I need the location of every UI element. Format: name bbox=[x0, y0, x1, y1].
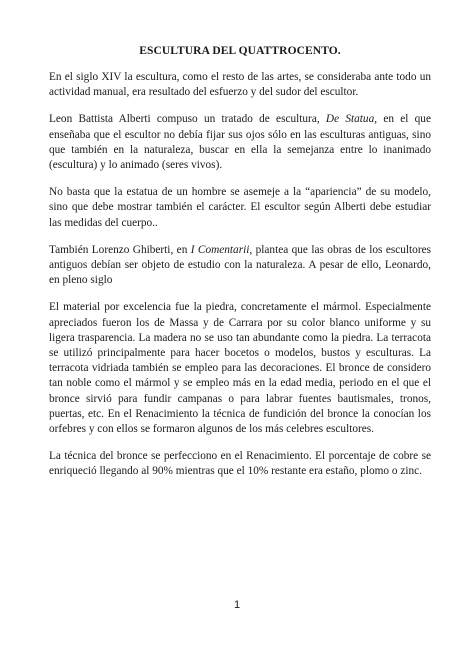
work-title-de-statua: De Statua bbox=[325, 113, 375, 126]
paragraph-ghiberti-text-start: También Lorenzo Ghiberti, en bbox=[49, 243, 191, 256]
paragraph-apariencia: No basta que la estatua de un hombre se asemeje a la “apariencia” de su modelo, sino que debe mostrar también el carácter. El escultor según Alberti debe estudiar las medidas del cuerpo.. bbox=[49, 186, 431, 229]
paragraph-siglo-xiv: En el siglo XIV la escultura, como el resto de las artes, se consideraba ante todo un actividad manual, era resultado del esfuerzo y del sudor del escultor. bbox=[49, 71, 431, 99]
paragraph-materiales: El material por excelencia fue la piedra, concretamente el mármol. Especialmente apreciados fueron los de Massa y de Carrara por su color blanco uniforme y su ligera trasparencia. La madera no se uso tan abundante como la piedra. La terracota se utilizó principalmente para hacer bocetos o modelos, bustos y esculturas. La terracota vidriada también se empleo para las decoraciones. El bronce de considero tan noble como el mármol y se empleo más en la edad media, periodo en el que el bronce sirvió para fundir campanas o para labrar fuentes bautismales, tronos, puertas, etc. En el Renacimiento la técnica de fundición del bronce la conocían los orfebres y con ellos se formaron algunos de los más celebres escultores. bbox=[49, 301, 431, 436]
document-page bbox=[49, 44, 431, 492]
work-title-i-comentarii: I Comentarii bbox=[190, 243, 250, 256]
paragraph-ghiberti bbox=[49, 243, 431, 289]
paragraph-alberti bbox=[49, 112, 431, 173]
paragraph-ghiberti-text-end: , plantea que las obras de los escultores antiguos debían ser objeto de estudio con la naturaleza. A pesar de ello, Leonardo, en pleno siglo bbox=[49, 243, 431, 287]
document-title: ESCULTURA DEL QUATTROCENTO. bbox=[139, 45, 341, 57]
paragraph-bronce: La técnica del bronce se perfecciono en el Renacimiento. El porcentaje de cobre se enriqueció llegando al 90% mientras que el 10% restante era estaño, plomo o zinc. bbox=[49, 450, 431, 478]
paragraph-alberti-text-end: , en el que enseñaba que el escultor no debía fijar sus ojos sólo en las esculturas antiguas, sino que también en la naturaleza, buscar en ella la semejanza entre lo inanimado (escultura) y lo animado (seres vivos). bbox=[49, 113, 431, 172]
paragraph-alberti-text-start: Leon Battista Alberti compuso un tratado de escultura, bbox=[49, 113, 326, 126]
page-number: 1 bbox=[233, 599, 241, 611]
